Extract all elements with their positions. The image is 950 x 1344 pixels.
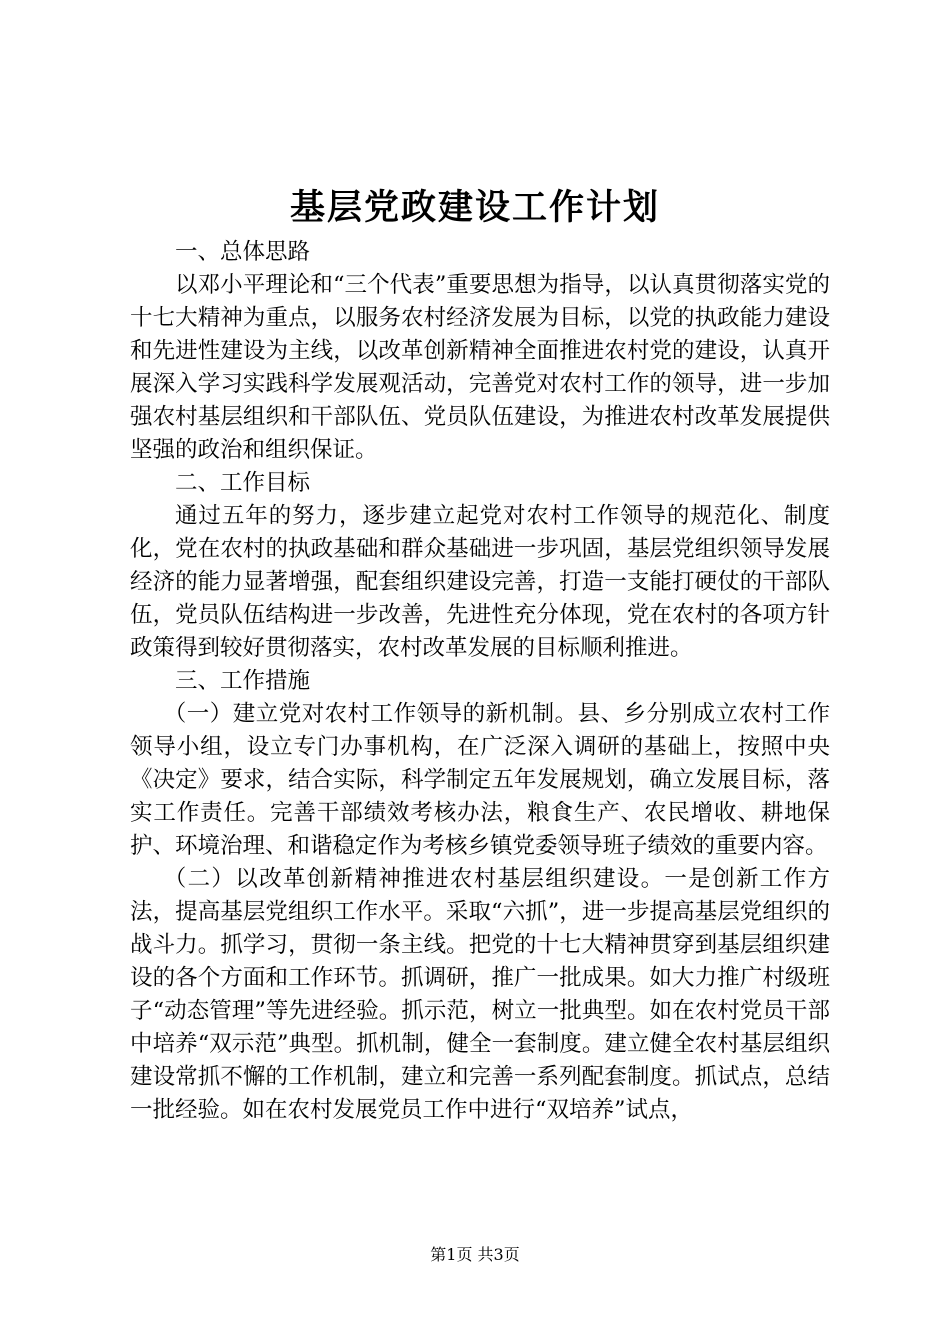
- section-heading-2: 二、工作目标: [175, 470, 311, 496]
- document-title: 基层党政建设工作计划: [289, 187, 660, 228]
- section-heading-3: 三、工作措施: [175, 668, 311, 694]
- section-3-paragraph-2: （二）以改革创新精神推进农村基层组织建设。一是创新工作方法，提高基层党组织工作水平。采取“六抓”，进一步提高基层党组织的战斗力。抓学习，贯彻一条主线。把党的十七大精神贯穿到基层组织建设的各个方面和工作环节。抓调研，推广一批成果。如大力推广村级班子“动态管理”等先进经验。抓示范，树立一批典型。如在农村党员干部中培养“双示范”典型。抓机制，健全一套制度。建立健全农村基层组织建设常抓不懈的工作机制，建立和完善一系列配套制度。抓试点，总结一批经验。如在农村发展党员工作中进行“双培养”试点，: [130, 866, 830, 1123]
- section-1-paragraph-1: 以邓小平理论和“三个代表”重要思想为指导，以认真贯彻落实党的十七大精神为重点，以服务农村经济发展为目标，以党的执政能力建设和先进性建设为主线，以改革创新精神全面推进农村党的建设，认真开展深入学习实践科学发展观活动，完善党对农村工作的领导，进一步加强农村基层组织和干部队伍、党员队伍建设，为推进农村改革发展提供坚强的政治和组织保证。: [130, 272, 830, 463]
- document-body: [130, 236, 830, 1127]
- section-3-paragraph-1: （一）建立党对农村工作领导的新机制。县、乡分别成立农村工作领导小组，设立专门办事机构，在广泛深入调研的基础上，按照中央《决定》要求，结合实际，科学制定五年发展规划，确立发展目标，落实工作责任。完善干部绩效考核办法，粮食生产、农民增收、耕地保护、环境治理、和谐稳定作为考核乡镇党委领导班子绩效的重要内容。: [130, 701, 830, 859]
- section-heading-1: 一、总体思路: [175, 239, 311, 265]
- section-2-paragraph-1: 通过五年的努力，逐步建立起党对农村工作领导的规范化、制度化，党在农村的执政基础和群众基础进一步巩固，基层党组织领导发展经济的能力显著增强，配套组织建设完善，打造一支能打硬仗的干部队伍，党员队伍结构进一步改善，先进性充分体现，党在农村的各项方针政策得到较好贯彻落实，农村改革发展的目标顺利推进。: [130, 503, 830, 661]
- page-number-footer: 第1页 共3页: [430, 1245, 520, 1264]
